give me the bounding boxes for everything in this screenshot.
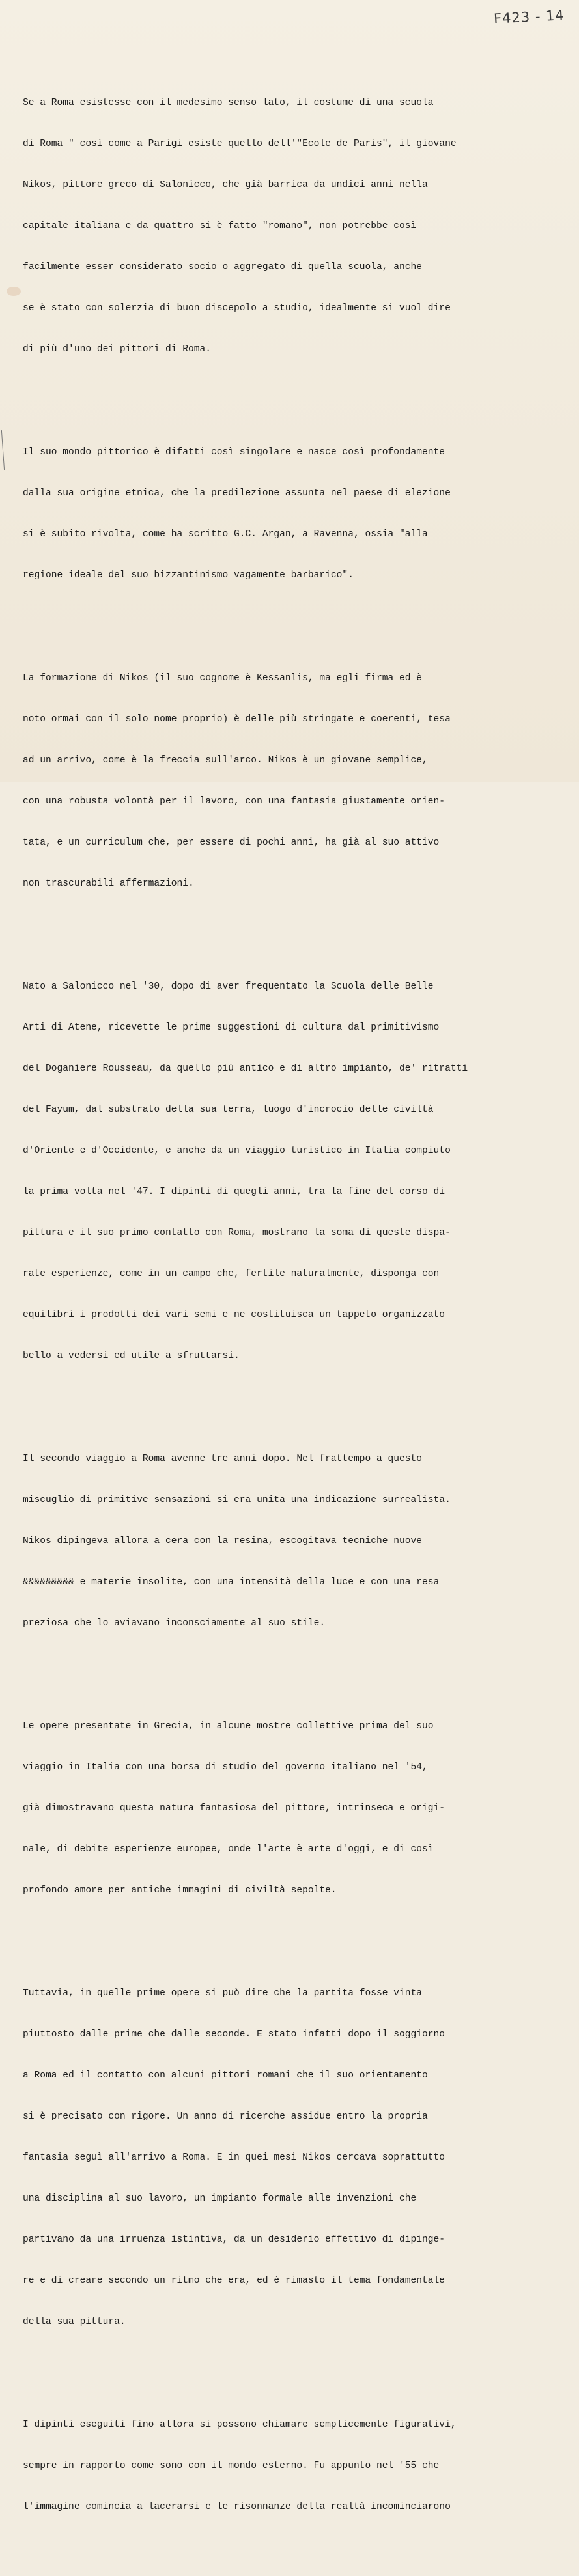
- text-line: bello a vedersi ed utile a sfruttarsi.: [23, 1351, 240, 1361]
- text-line: piuttosto dalle prime che dalle seconde. E stato infatti dopo il soggiorno: [23, 2029, 445, 2040]
- text-line: a Roma ed il contatto con alcuni pittori romani che il suo orientamento: [23, 2070, 428, 2081]
- text-line: una disciplina al suo lavoro, un impianto formale alle invenzioni che: [23, 2193, 417, 2204]
- text-line: già dimostravano questa natura fantasiosa del pittore, intrinseca e origi-: [23, 1803, 445, 1814]
- text-line: d'Oriente e d'Occidente, e anche da un viaggio turistico in Italia compiuto: [23, 1146, 451, 1156]
- text-line: preziosa che lo aviavano inconsciamente al suo stile.: [23, 1618, 326, 1628]
- text-line: rate esperienze, come in un campo che, fertile naturalmente, disponga con: [23, 1269, 440, 1279]
- text-line: La formazione di Nikos (il suo cognome è Kessanlis, ma egli firma ed è: [23, 673, 423, 684]
- text-line: di Roma " così come a Parigi esiste quello dell'"Ecole de Paris", il giovane: [23, 139, 457, 149]
- paragraph-4: [23, 953, 576, 1391]
- margin-pencil-mark: [1, 430, 11, 470]
- text-line: del Doganiere Rousseau, da quello più antico e di altro impianto, de' ritratti: [23, 1064, 468, 1074]
- archive-code: F423 - 14: [493, 7, 565, 27]
- paragraph-3: [23, 644, 576, 918]
- paragraph-2: [23, 418, 576, 610]
- text-line: &&&&&&&&& e materie insolite, con una intensità della luce e con una resa: [23, 1577, 440, 1587]
- text-line: non trascurabili affermazioni.: [23, 878, 194, 889]
- text-line: re e di creare secondo un ritmo che era, ed è rimasto il tema fondamentale: [23, 2276, 445, 2286]
- paragraph-7: [23, 1960, 576, 2356]
- text-line: capitale italiana e da quattro si è fatto "romano", non potrebbe così: [23, 221, 417, 231]
- text-line: facilmente esser considerato socio o aggregato di quella scuola, anche: [23, 262, 423, 272]
- text-line: la prima volta nel '47. I dipinti di quegli anni, tra la fine del corso di: [23, 1187, 445, 1197]
- text-line: se è stato con solerzia di buon discepolo a studio, idealmente si vuol dire: [23, 303, 451, 313]
- text-line: noto ormai con il solo nome proprio) è delle più stringate e coerenti, tesa: [23, 714, 451, 725]
- text-line: ad un arrivo, come è la freccia sull'arco. Nikos è un giovane semplice,: [23, 755, 428, 766]
- text-line: si è subito rivolta, come ha scritto G.C. Argan, a Ravenna, ossia "alla: [23, 529, 428, 540]
- text-line: I dipinti eseguiti fino allora si possono chiamare semplicemente figurativi,: [23, 2420, 457, 2430]
- paragraph-1: [23, 69, 576, 384]
- text-line: equilibri i prodotti dei vari semi e ne costituisca un tappeto organizzato: [23, 1310, 445, 1320]
- text-line: partivano da una irruenza istintiva, da un desiderio effettivo di dipinge-: [23, 2235, 445, 2245]
- text-line: viaggio in Italia con una borsa di studio del governo italiano nel '54,: [23, 1762, 428, 1773]
- text-line: di più d'uno dei pittori di Roma.: [23, 344, 212, 355]
- text-line: con una robusta volontà per il lavoro, con una fantasia giustamente orien-: [23, 796, 445, 807]
- text-line: dalla sua origine etnica, che la predilezione assunta nel paese di elezione: [23, 488, 451, 499]
- paper-stain: [7, 287, 21, 296]
- text-line: Nikos, pittore greco di Salonicco, che già barrica da undici anni nella: [23, 180, 428, 190]
- text-line: Le opere presentate in Grecia, in alcune mostre collettive prima del suo: [23, 1721, 434, 1731]
- text-line: del Fayum, dal substrato della sua terra, luogo d'incrocio delle civiltà: [23, 1105, 434, 1115]
- paragraph-6: [23, 1692, 576, 1925]
- text-line: pittura e il suo primo contatto con Roma, mostrano la soma di queste dispa-: [23, 1228, 451, 1238]
- text-line: Nikos dipingeva allora a cera con la resina, escogitava tecniche nuove: [23, 1536, 423, 1546]
- text-line: l'immagine comincia a lacerarsi e le risonnanze della realtà incominciarono: [23, 2502, 451, 2512]
- text-line: si è precisato con rigore. Un anno di ricerche assidue entro la propria: [23, 2111, 428, 2122]
- text-line: fantasia seguì all'arrivo a Roma. E in quei mesi Nikos cercava soprattutto: [23, 2152, 445, 2163]
- text-line: profondo amore per antiche immagini di civiltà sepolte.: [23, 1885, 337, 1896]
- text-line: Il suo mondo pittorico è difatti così singolare e nasce così profondamente: [23, 447, 445, 457]
- text-line: della sua pittura.: [23, 2317, 126, 2327]
- paragraph-5: [23, 1425, 576, 1658]
- text-line: miscuglio di primitive sensazioni si era unita una indicazione surrealista.: [23, 1495, 451, 1505]
- text-line: nale, di debite esperienze europee, onde l'arte è arte d'oggi, e di così: [23, 1844, 434, 1855]
- document-body: [23, 42, 576, 2576]
- text-line: regione ideale del suo bizzantinismo vagamente barbarico".: [23, 570, 354, 581]
- text-line: sempre in rapporto come sono con il mondo esterno. Fu appunto nel '55 che: [23, 2461, 440, 2471]
- text-line: tata, e un curriculum che, per essere di pochi anni, ha già al suo attivo: [23, 837, 440, 848]
- text-line: Arti di Atene, ricevette le prime suggestioni di cultura dal primitivismo: [23, 1022, 440, 1033]
- text-line: Tuttavia, in quelle prime opere si può dire che la partita fosse vinta: [23, 1988, 423, 1999]
- text-line: Il secondo viaggio a Roma avenne tre anni dopo. Nel frattempo a questo: [23, 1454, 423, 1464]
- paragraph-8: [23, 2391, 576, 2541]
- text-line: Nato a Salonicco nel '30, dopo di aver frequentato la Scuola delle Belle: [23, 981, 434, 992]
- text-line: Se a Roma esistesse con il medesimo senso lato, il costume di una scuola: [23, 98, 434, 108]
